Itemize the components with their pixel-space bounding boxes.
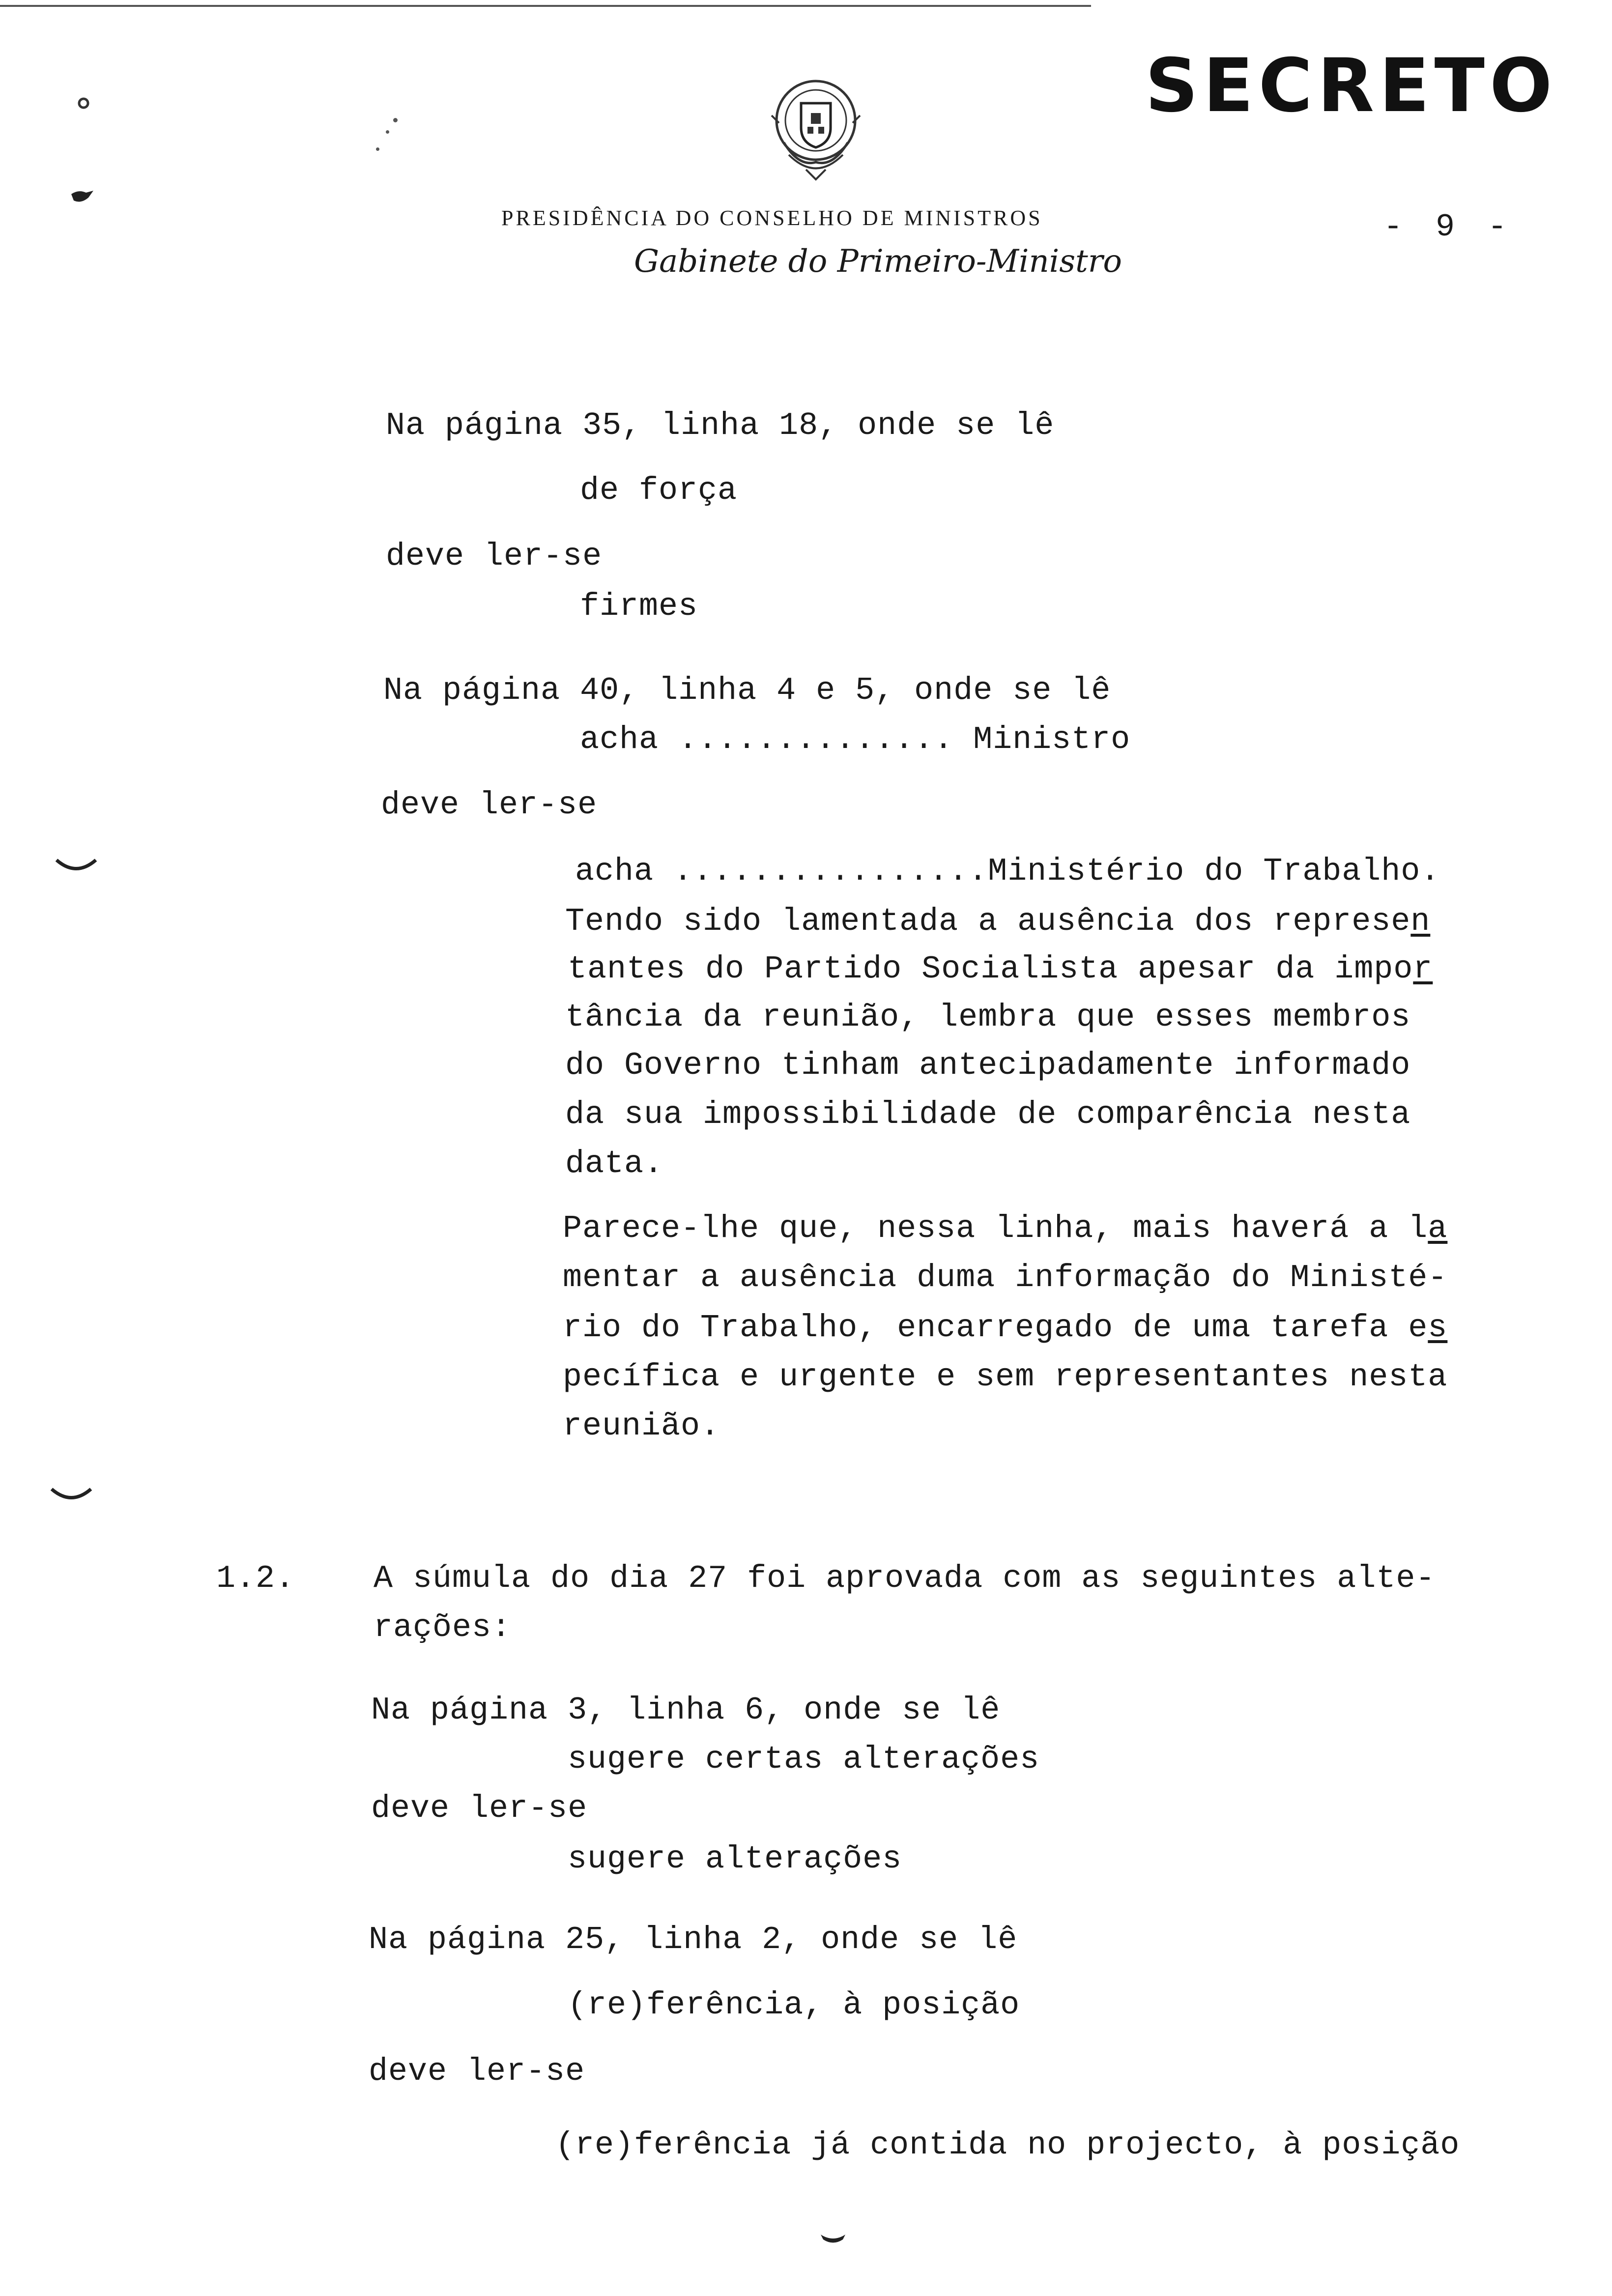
paragraph-line: Tendo sido lamentada a ausência dos represen bbox=[565, 903, 1431, 940]
should-read-label: deve ler-se bbox=[386, 538, 603, 574]
should-read-label: deve ler-se bbox=[381, 787, 598, 823]
paragraph-line: rio do Trabalho, encarregado de uma tarefa es bbox=[563, 1310, 1448, 1346]
office-signature: Gabinete do Primeiro-Ministro bbox=[634, 243, 1122, 280]
institution-name: PRESIDÊNCIA DO CONSELHO DE MINISTROS bbox=[501, 206, 1043, 230]
correction-reference: Na página 25, linha 2, onde se lê bbox=[369, 1922, 1018, 1958]
page-number: - 9 - bbox=[1383, 209, 1514, 245]
margin-mark bbox=[74, 93, 93, 113]
margin-mark bbox=[54, 855, 98, 880]
corrected-text: firmes bbox=[580, 588, 698, 625]
correction-reference: Na página 35, linha 18, onde se lê bbox=[386, 407, 1055, 444]
original-text: (re)ferência, à posição bbox=[568, 1987, 1020, 2023]
margin-mark bbox=[69, 187, 98, 211]
paragraph-line: tantes do Partido Socialista apesar da impor bbox=[568, 951, 1433, 987]
classification-stamp: SECRETO bbox=[1145, 43, 1557, 129]
corrected-text: sugere alterações bbox=[568, 1841, 902, 1877]
margin-mark bbox=[818, 2229, 848, 2248]
scan-speck bbox=[376, 147, 379, 151]
original-text: de força bbox=[580, 472, 738, 509]
correction-reference: Na página 40, linha 4 e 5, onde se lê bbox=[383, 672, 1111, 709]
portuguese-coat-of-arms-icon bbox=[759, 69, 872, 187]
paragraph-line: tância da reunião, lembra que esses membros bbox=[565, 999, 1411, 1035]
section-intro: A súmula do dia 27 foi aprovada com as seguintes alte- bbox=[374, 1560, 1436, 1597]
paragraph-line: Parece-lhe que, nessa linha, mais haverá a la bbox=[563, 1210, 1448, 1247]
should-read-label: deve ler-se bbox=[369, 2053, 585, 2090]
corrected-text: acha ................Ministério do Trabalho. bbox=[575, 853, 1440, 890]
paragraph-line: do Governo tinham antecipadamente informado bbox=[565, 1047, 1411, 1084]
correction-reference: Na página 3, linha 6, onde se lê bbox=[371, 1692, 1001, 1728]
margin-mark bbox=[49, 1484, 93, 1509]
original-text: sugere certas alterações bbox=[568, 1741, 1040, 1778]
paragraph-line: pecífica e urgente e sem representantes nesta bbox=[563, 1359, 1448, 1395]
scan-speck bbox=[386, 130, 389, 134]
paragraph-line: mentar a ausência duma informação do Ministé- bbox=[563, 1260, 1448, 1296]
section-number: 1.2. bbox=[216, 1560, 295, 1597]
top-rule bbox=[0, 5, 1091, 7]
scan-speck bbox=[393, 118, 398, 122]
original-text: acha .............. Ministro bbox=[580, 721, 1131, 758]
paragraph-line: da sua impossibilidade de comparência nesta bbox=[565, 1096, 1411, 1133]
section-intro: rações: bbox=[374, 1609, 512, 1646]
paragraph-line: data. bbox=[565, 1146, 664, 1182]
paragraph-line: reunião. bbox=[563, 1408, 720, 1444]
corrected-text: (re)ferência já contida no projecto, à posição bbox=[555, 2127, 1460, 2163]
should-read-label: deve ler-se bbox=[371, 1790, 588, 1827]
